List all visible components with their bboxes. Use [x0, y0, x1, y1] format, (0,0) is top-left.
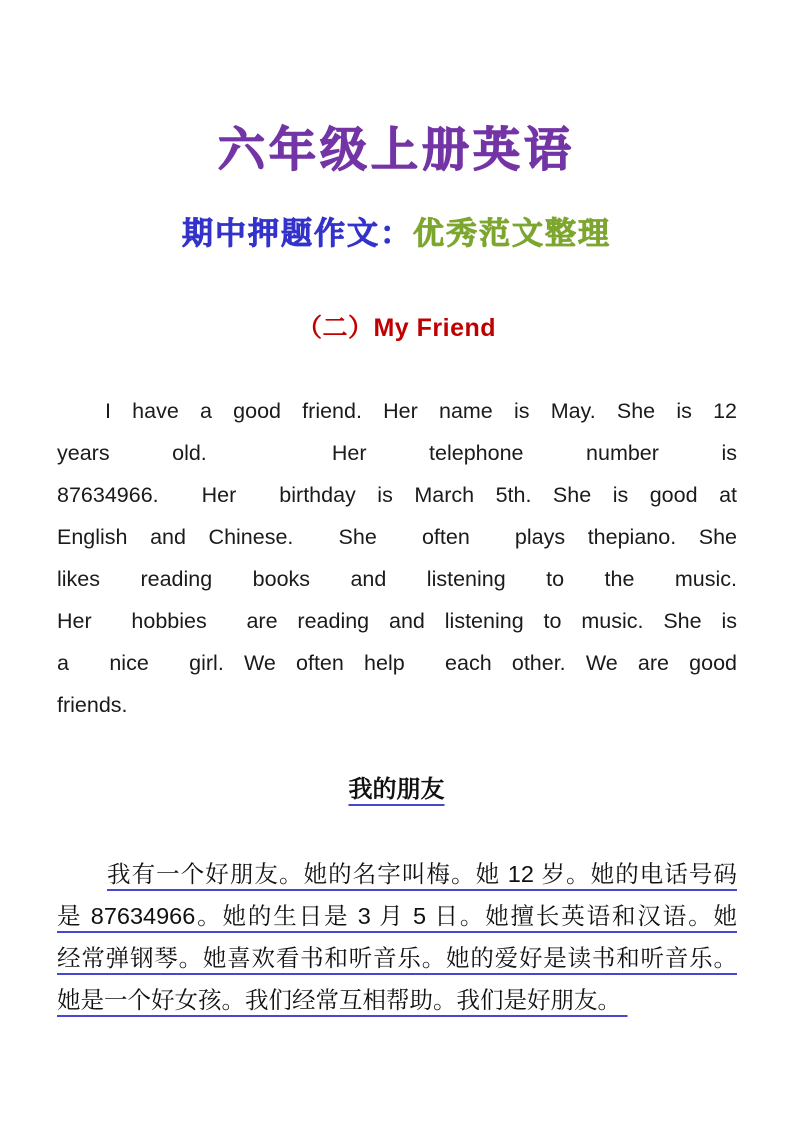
- chinese-line: 她是一个好女孩。我们经常互相帮助。我们是好朋友。: [57, 987, 628, 1013]
- chinese-line: 经常弹钢琴。她喜欢看书和听音乐。她的爱好是读书和听音乐。: [57, 945, 737, 971]
- english-line: Her hobbies are reading and listening to music. She is: [57, 609, 737, 633]
- english-line: I have a good friend. Her name is May. She is 12: [105, 399, 737, 423]
- english-line: 87634966. Her birthday is March 5th. She is good at: [57, 483, 737, 507]
- chinese-line: 我有一个好朋友。她的名字叫梅。她 12 岁。她的电话号码: [107, 861, 737, 887]
- chinese-heading-text: 我的朋友: [348, 776, 445, 803]
- english-line: English and Chinese. She often plays thepiano. She: [57, 525, 737, 549]
- english-line: likes reading books and listening to the music.: [57, 567, 737, 591]
- doc-subtitle: [0, 214, 793, 254]
- section-heading: （二）My Friend: [296, 314, 497, 342]
- english-line: a nice girl. We often help each other. We are good: [57, 651, 737, 675]
- subtitle-prefix: 期中押题作文：: [182, 216, 413, 251]
- english-line: years old. Her telephone number is: [57, 441, 737, 465]
- chinese-paragraph: [57, 853, 737, 1021]
- english-paragraph: [57, 390, 737, 726]
- doc-title: 六年级上册英语: [218, 123, 575, 176]
- subtitle-highlight: 优秀范文整理: [413, 216, 611, 251]
- english-line: friends.: [57, 693, 128, 717]
- chinese-heading: [0, 773, 793, 807]
- chinese-line: 是 87634966。她的生日是 3 月 5 日。她擅长英语和汉语。她: [57, 903, 737, 929]
